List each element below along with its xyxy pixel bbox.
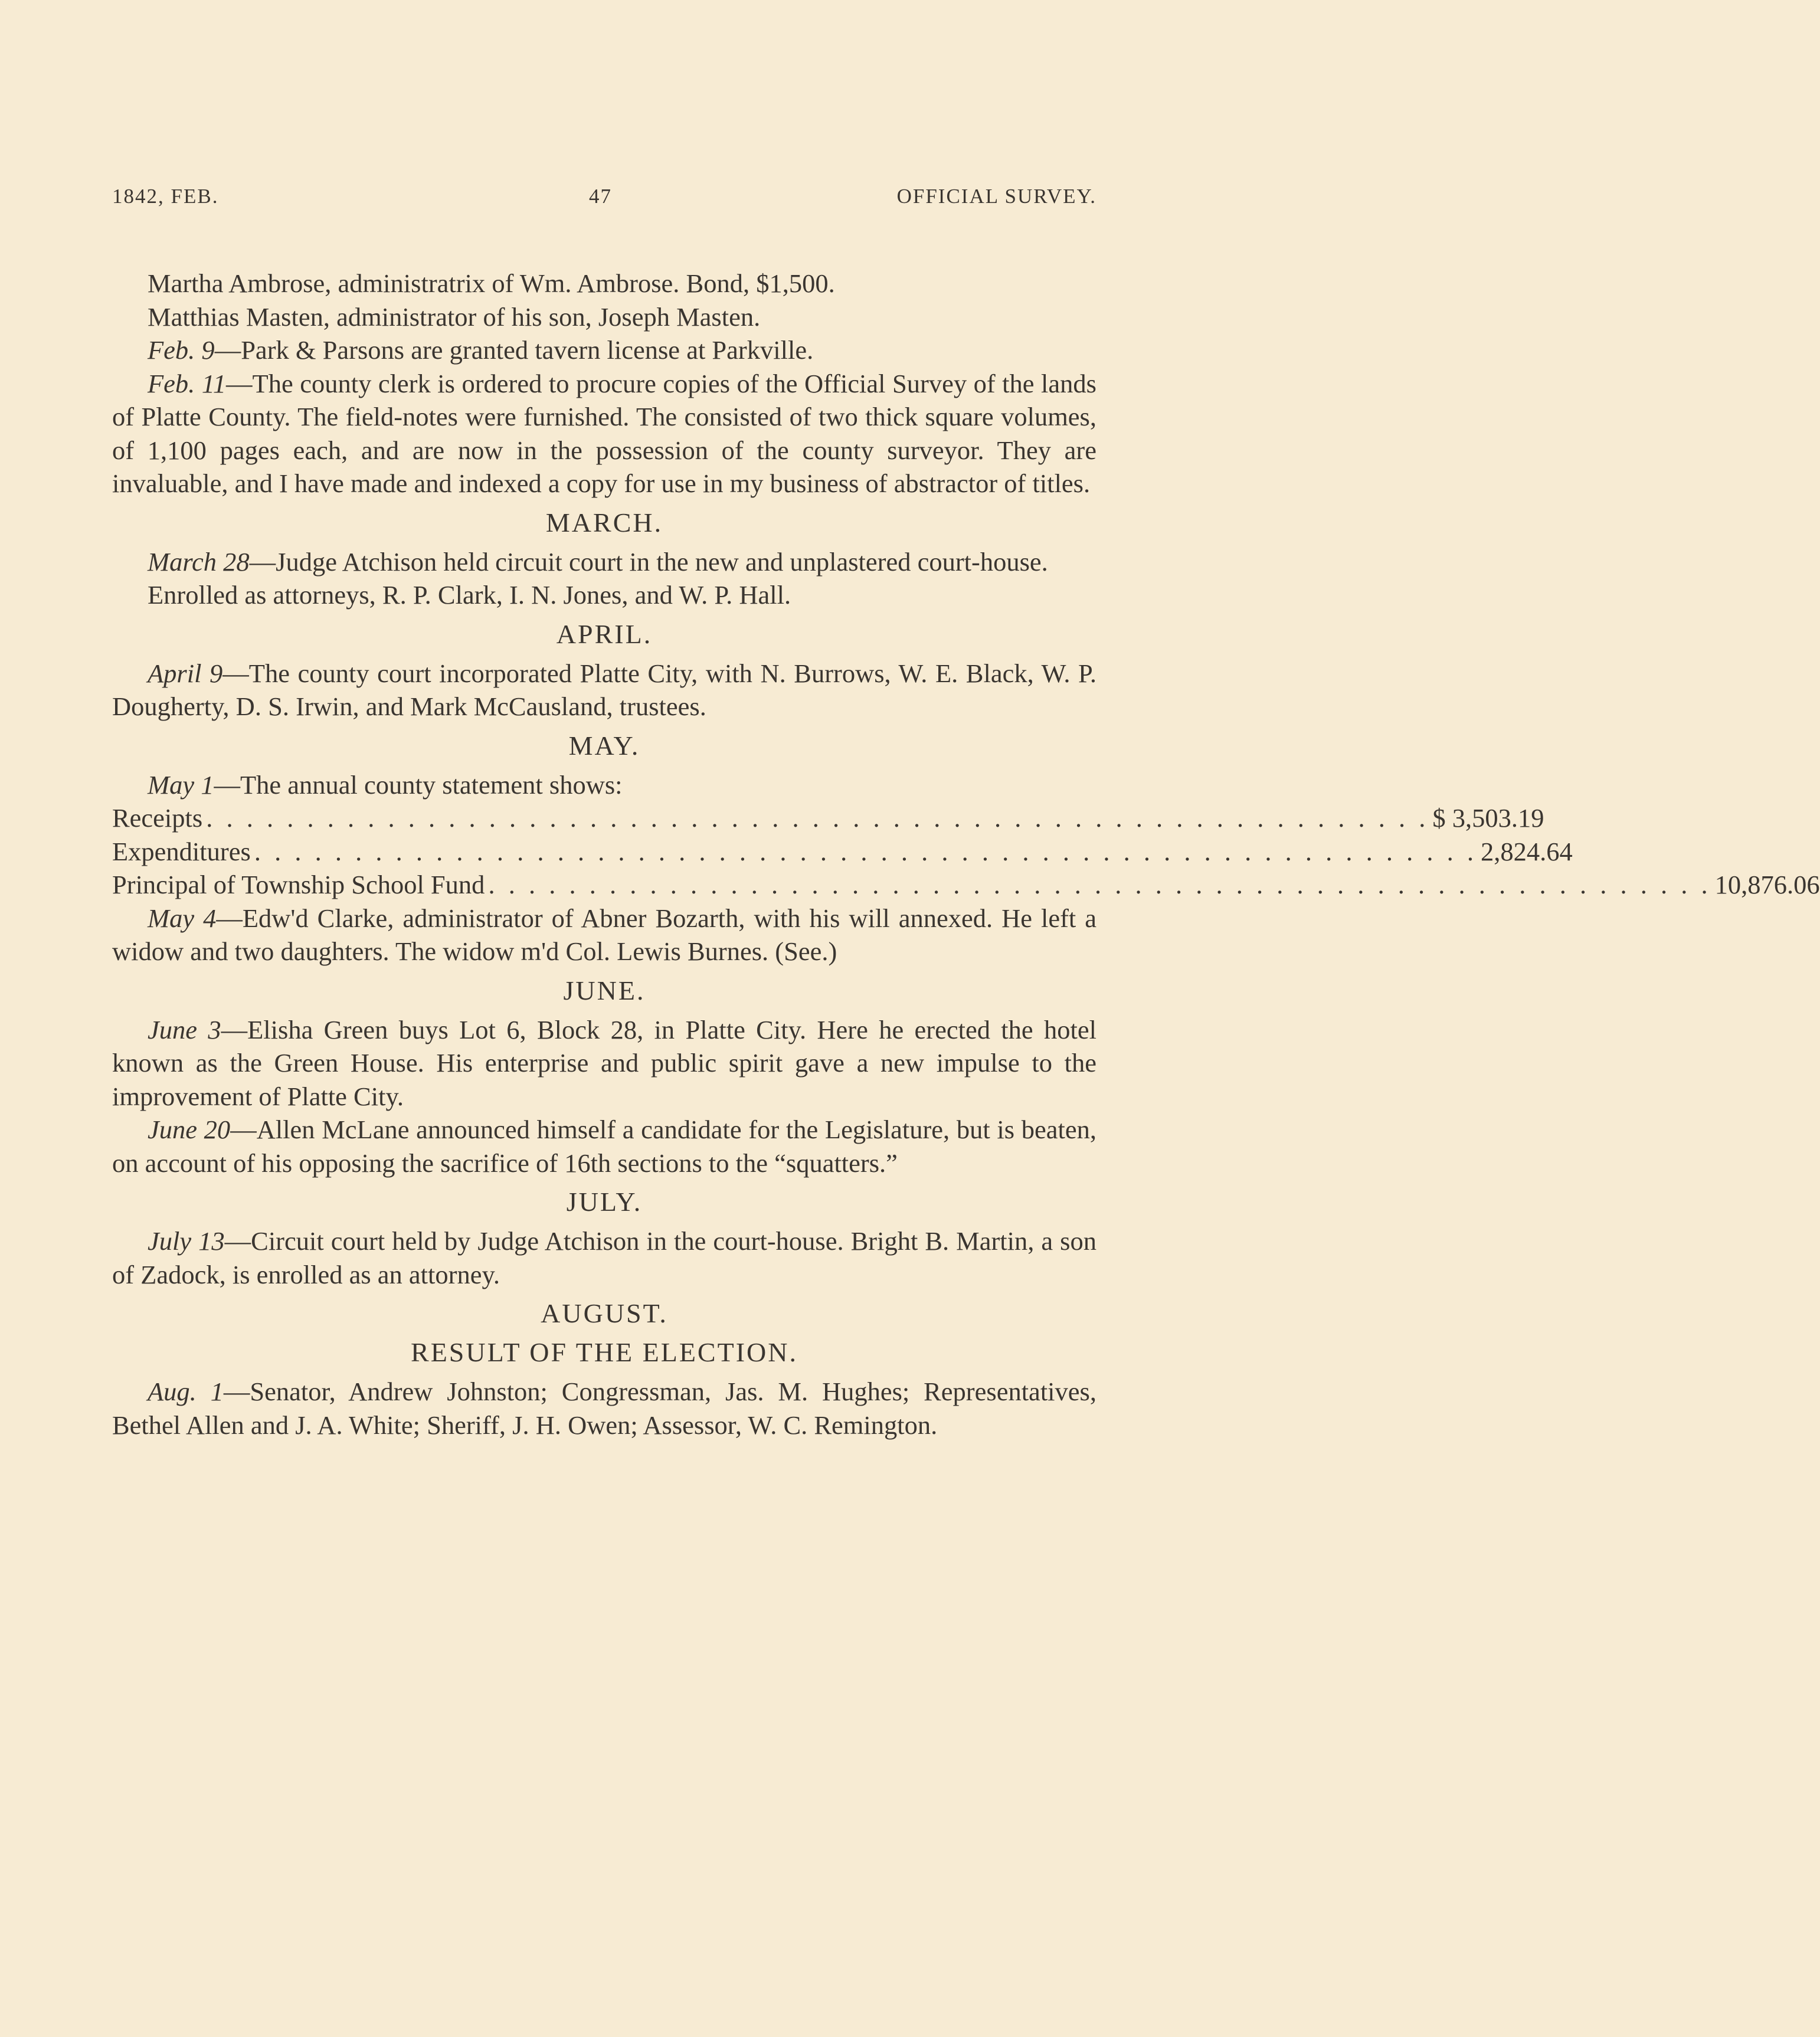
dot-leader: . . . . . . . . . . . . . . . . . . . . . . . . . . . . . . . . . . . . . . . . . . . . . . . . . . . . . . . . . . . . . [254,836,1477,866]
dot-leader: . . . . . . . . . . . . . . . . . . . . . . . . . . . . . . . . . . . . . . . . . . . . . . . . . . . . . . . . . . . . . [206,803,1429,833]
entry-date: July 13 [148,1226,225,1256]
section-heading-election-result: RESULT OF THE ELECTION. [411,1337,798,1367]
paragraph-ambrose: Martha Ambrose, administratrix of Wm. Ambrose. Bond, $1,500. [148,268,835,298]
entry-text: —Senator, Andrew Johnston; Congressman, Jas. M. Hughes; Representatives, Bethel Allen and J. A. White; Sheriff, J. H. Owen; Assessor, W. C. Remington. [112,1377,1096,1440]
ledger-row-school-fund [112,868,1820,902]
entry-june-3 [112,1013,1096,1114]
entry-date: May 1 [148,769,214,800]
entry-date: June 20 [148,1115,231,1144]
page-body [112,267,1820,1442]
entry-text: —Edw'd Clarke, administrator of Abner Bozarth, with his will annexed. He left a widow and two daughters. The widow m'd Col. Lewis Burnes. (See.) [112,903,1096,966]
paragraph-enrolled-attorneys: Enrolled as attorneys, R. P. Clark, I. N. Jones, and W. P. Hall. [148,580,791,610]
section-heading-april: APRIL. [556,618,653,649]
section-heading-august: AUGUST. [541,1298,668,1328]
entry-feb-11 [112,367,1096,500]
ledger-label: Principal of Township School Fund [112,870,485,899]
ledger-amount: $ 3,503.19 [1432,803,1544,833]
entry-march-28 [112,545,1096,579]
county-statement-ledger [112,801,1820,902]
ledger-label: Receipts [112,803,203,833]
ledger-label: Expenditures [112,836,251,866]
entry-feb-9 [112,333,1096,367]
entry-text: —The county court incorporated Platte City, with N. Burrows, W. E. Black, W. P. Dougherty, D. S. Irwin, and Mark McCausland, trustees. [112,658,1096,721]
section-heading-july: JULY. [566,1187,643,1217]
section-heading-june: JUNE. [563,975,646,1006]
entry-text: —The annual county statement shows: [214,769,623,800]
entry-date: Feb. 11 [148,368,227,398]
ledger-amount: 2,824.64 [1480,836,1573,866]
entry-july-13 [112,1224,1096,1291]
paragraph-masten: Matthias Masten, administrator of his son, Joseph Masten. [148,302,761,332]
section-heading-march: MARCH. [545,507,663,538]
entry-text: —Allen McLane announced himself a candidate for the Legislature, but is beaten, on account of his opposing the sacrifice of 16th sections to the “squatters.” [112,1115,1096,1178]
ledger-row-expenditures [112,835,1573,869]
ledger-amount: 10,876.06 [1714,870,1820,899]
entry-text: —Judge Atchison held circuit court in the new and unplastered court-house. [249,546,1048,577]
ledger-row-receipts [112,801,1544,835]
entry-text: —The county clerk is ordered to procure copies of the Official Survey of the lands of Platte County. The field-notes were furnished. The consisted of two thick square volumes, of 1,100 pages each, and are now in the possession of the county surveyor. They are invaluable, and I have made and indexed a copy for use in my business of abstractor of titles. [112,368,1096,498]
header-title: OFFICIAL SURVEY. [896,185,1096,208]
running-header [112,185,1096,214]
entry-date: Feb. 9 [148,335,215,365]
entry-text: —Park & Parsons are granted tavern license at Parkville. [214,335,814,365]
entry-text: —Circuit court held by Judge Atchison in the court-house. Bright B. Martin, a son of Zadock, is enrolled as an attorney. [112,1226,1097,1289]
header-year-month: 1842, FEB. [112,185,219,208]
entry-may-4 [112,902,1096,968]
dot-leader: . . . . . . . . . . . . . . . . . . . . . . . . . . . . . . . . . . . . . . . . . . . . . . . . . . . . . . . . . . . . . [488,870,1711,899]
entry-date: Aug. 1 [148,1377,224,1406]
entry-date: March 28 [148,546,250,577]
section-heading-may: MAY. [568,730,640,761]
entry-aug-1 [112,1375,1096,1442]
entry-date: April 9 [148,658,223,688]
page-number: 47 [589,185,612,208]
entry-june-20 [112,1113,1096,1180]
entry-april-9 [112,657,1096,723]
entry-may-1 [112,768,1096,802]
entry-date: May 4 [148,903,217,933]
entry-date: June 3 [148,1014,221,1044]
entry-text: —Elisha Green buys Lot 6, Block 28, in Platte City. Here he erected the hotel known as the Green House. His enterprise and public spirit gave a new impulse to the improvement of Platte City. [112,1014,1096,1111]
